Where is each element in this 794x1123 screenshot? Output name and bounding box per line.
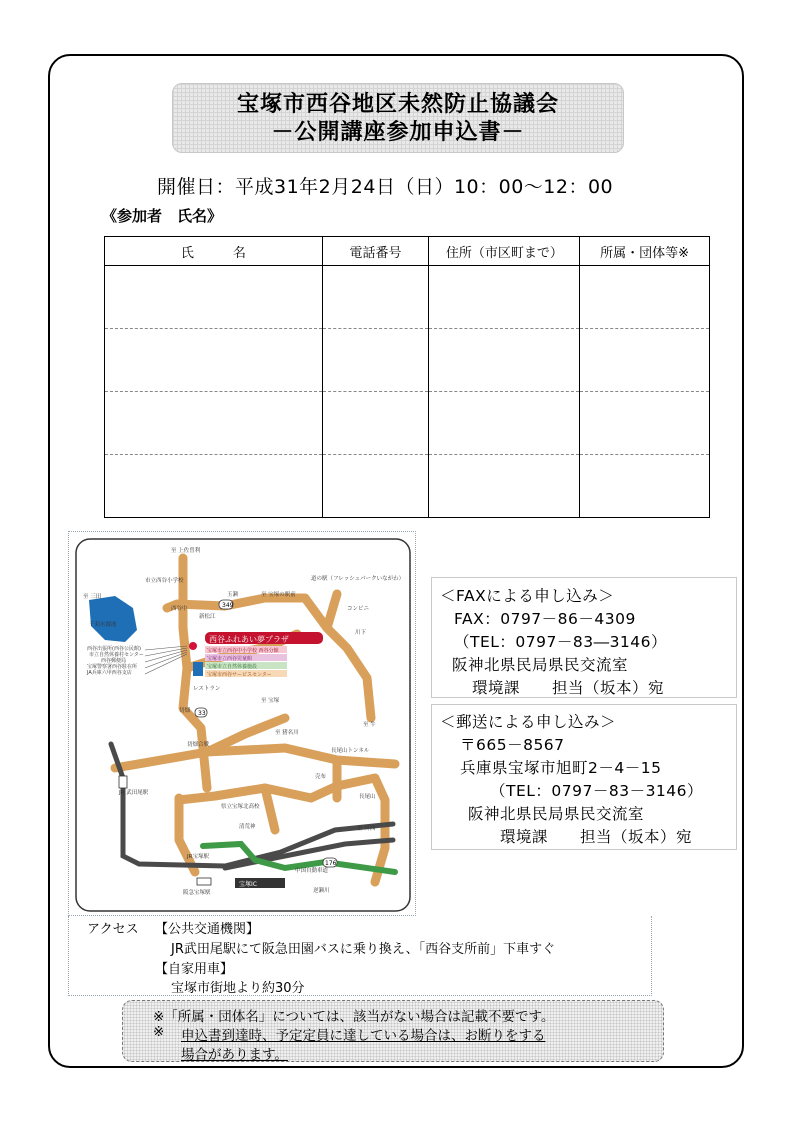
route-349-label: 349 <box>222 602 234 609</box>
table-row <box>105 455 710 518</box>
car-heading: 【自家用車】 <box>155 962 234 977</box>
plaza-label: 西谷ふれあい夢プラザ <box>209 635 289 644</box>
table-header-row <box>105 237 710 266</box>
map-label-tunnel: 長尾山トンネル <box>331 748 370 754</box>
phone-cell[interactable] <box>322 329 429 392</box>
affiliation-cell[interactable] <box>580 392 710 455</box>
address-cell[interactable] <box>429 329 580 392</box>
fax-number: FAX：0797－86－4309 <box>454 610 636 628</box>
mail-heading: ＜郵送による申し込み＞ <box>440 713 617 731</box>
column-header-phone: 電話番号 <box>322 237 429 266</box>
map-label-sakasegawa: 逆瀬川 <box>313 888 330 894</box>
mail-postal: 〒665－8567 <box>460 736 565 754</box>
car-text: 宝塚市街地より約30分 <box>171 981 305 996</box>
address-cell[interactable] <box>429 455 580 518</box>
map-label-senchu: 新松江 <box>199 614 216 620</box>
public-transport-heading: 【公共交通機関】 <box>155 922 260 937</box>
map-drawing <box>75 538 411 912</box>
map-label-rest: レストラン <box>193 686 221 692</box>
column-header-address: 住所（市区町まで） <box>429 237 580 266</box>
mail-office: 阪神北県民局県民交流室 <box>468 805 645 823</box>
map-label-takedao: 至 猪名川 <box>275 730 299 736</box>
note-2: 申込書到達時、予定定員に達している場合は、お断りをする <box>181 1028 546 1044</box>
fax-application-box <box>431 577 737 698</box>
map-label-kita-hs: 県立宝塚北高校 <box>221 804 260 810</box>
title-banner <box>172 83 624 153</box>
map-label-route: 至 宝塚 <box>261 698 280 704</box>
map-label-kawanishi: 至 川西 <box>357 826 376 832</box>
map-label-kiyoshi: 清荒神 <box>239 824 256 830</box>
access-info <box>68 916 652 996</box>
map-label-tamase: 玉瀬 <box>227 592 239 598</box>
map-label-jr-takarazuka: JR宝塚駅 <box>187 854 209 860</box>
facility-3-label: 宝塚市立自然休養施設 <box>207 664 258 670</box>
mail-application-box <box>431 704 737 850</box>
note-1: ※「所属・団体名」については、該当がない場合は記載不要です。 <box>153 1009 555 1025</box>
takedao-station-marker <box>119 776 127 788</box>
title-line-1: 宝塚市西谷地区未然防止協議会 <box>236 92 559 117</box>
map-label-kirihata: 切畑合戦 <box>187 742 210 748</box>
public-transport-text: JR武田尾駅にて阪急田園バスに乗り換え、「西谷支所前」下車すぐ <box>171 942 556 957</box>
facility-list-3: 西谷郵便局 <box>101 658 127 664</box>
event-date: 開催日：平成31年2月24日（日）10：00～12：00 <box>157 176 614 198</box>
facility-list-5: JA兵庫六甲西谷支店 <box>87 670 132 676</box>
phone-cell[interactable] <box>322 266 429 329</box>
map-label-jr-takedao: JR 武田尾駅 <box>119 790 149 796</box>
table-row <box>105 392 710 455</box>
phone-cell[interactable] <box>322 455 429 518</box>
name-cell[interactable] <box>105 455 323 518</box>
map-label-hankyu-takarazuka: 阪急宝塚駅 <box>183 890 211 896</box>
access-label: アクセス <box>87 922 139 937</box>
map-label-sanda: 至 三田 <box>83 594 102 600</box>
map-label-nishitani-mid: 西谷中 <box>171 606 188 612</box>
phone-cell[interactable] <box>322 392 429 455</box>
affiliation-cell[interactable] <box>580 455 710 518</box>
participants-table <box>104 236 710 518</box>
affiliation-cell[interactable] <box>580 329 710 392</box>
facility-list-1: 西谷出張所(西谷公民館) <box>87 646 141 652</box>
takarazuka-ic-label: 宝塚IC <box>239 881 257 888</box>
name-cell[interactable] <box>105 329 323 392</box>
access-map <box>68 531 416 916</box>
column-header-affiliation: 所属・団体等※ <box>580 237 710 266</box>
map-label-nagao: 長尾山 <box>359 794 376 800</box>
title-line-2: －公開講座参加申込書－ <box>271 120 525 145</box>
map-label-ryuo: 道の駅（フレッシュパークいながわ） <box>311 576 405 582</box>
facility-list-2: 市立自然休養村センター <box>89 652 144 658</box>
map-label-chigawa: 千苅水源池 <box>89 622 117 628</box>
table-row <box>105 266 710 329</box>
affiliation-cell[interactable] <box>580 266 710 329</box>
facility-1-label: 宝塚市立西谷中小学校 西谷分館 <box>207 648 279 654</box>
pond-shape <box>193 662 203 676</box>
participants-label: 《参加者 氏名》 <box>102 207 223 225</box>
notes-box <box>122 1000 664 1062</box>
map-label-ushi: 至 牛 <box>363 722 376 728</box>
facility-list-4: 宝塚警察署西谷駐在所 <box>87 664 138 670</box>
fax-heading: ＜FAXによる申し込み＞ <box>440 587 615 605</box>
mail-tel: （TEL：0797－83－3146） <box>490 782 704 800</box>
map-label-mefu: 売布 <box>315 774 327 780</box>
name-cell[interactable] <box>105 266 323 329</box>
facility-2-label: 宝塚市立西谷児童館 <box>207 656 253 662</box>
map-label-hanshin: 中国自動車道 <box>295 868 329 874</box>
facility-4-label: 宝塚市西谷サービスセンター <box>207 672 272 678</box>
column-header-name: 氏 名 <box>105 237 323 266</box>
hankyu-station-marker <box>197 878 211 885</box>
note-2-mark: ※ <box>153 1024 165 1040</box>
fax-office: 阪神北県民局県民交流室 <box>452 656 629 674</box>
note-3: 場合があります。 <box>181 1047 288 1063</box>
map-label-conv: コンビニ <box>347 606 370 612</box>
fax-tel: （TEL：0797－83―3146） <box>454 633 668 651</box>
route-33-label: 33 <box>198 710 206 717</box>
map-label-west-school: 市立西谷小学校 <box>145 578 184 584</box>
address-cell[interactable] <box>429 266 580 329</box>
route-176-label: 176 <box>325 860 337 867</box>
map-label-kaneba: 切畑 <box>179 708 191 714</box>
mail-address: 兵庫県宝塚市旭町2－4－15 <box>460 759 662 777</box>
table-row <box>105 329 710 392</box>
address-cell[interactable] <box>429 392 580 455</box>
map-label-tamase2: 至 宝塚の駅前 <box>261 592 296 598</box>
plaza-marker <box>189 642 197 650</box>
mail-dept: 環境課 担当（坂本）宛 <box>500 828 693 846</box>
map-label-kamisasabe: 至 上佐曽利 <box>171 548 201 554</box>
map-label-kawashimo: 川下 <box>355 630 367 636</box>
name-cell[interactable] <box>105 392 323 455</box>
fax-dept: 環境課 担当（坂本）宛 <box>472 679 665 697</box>
